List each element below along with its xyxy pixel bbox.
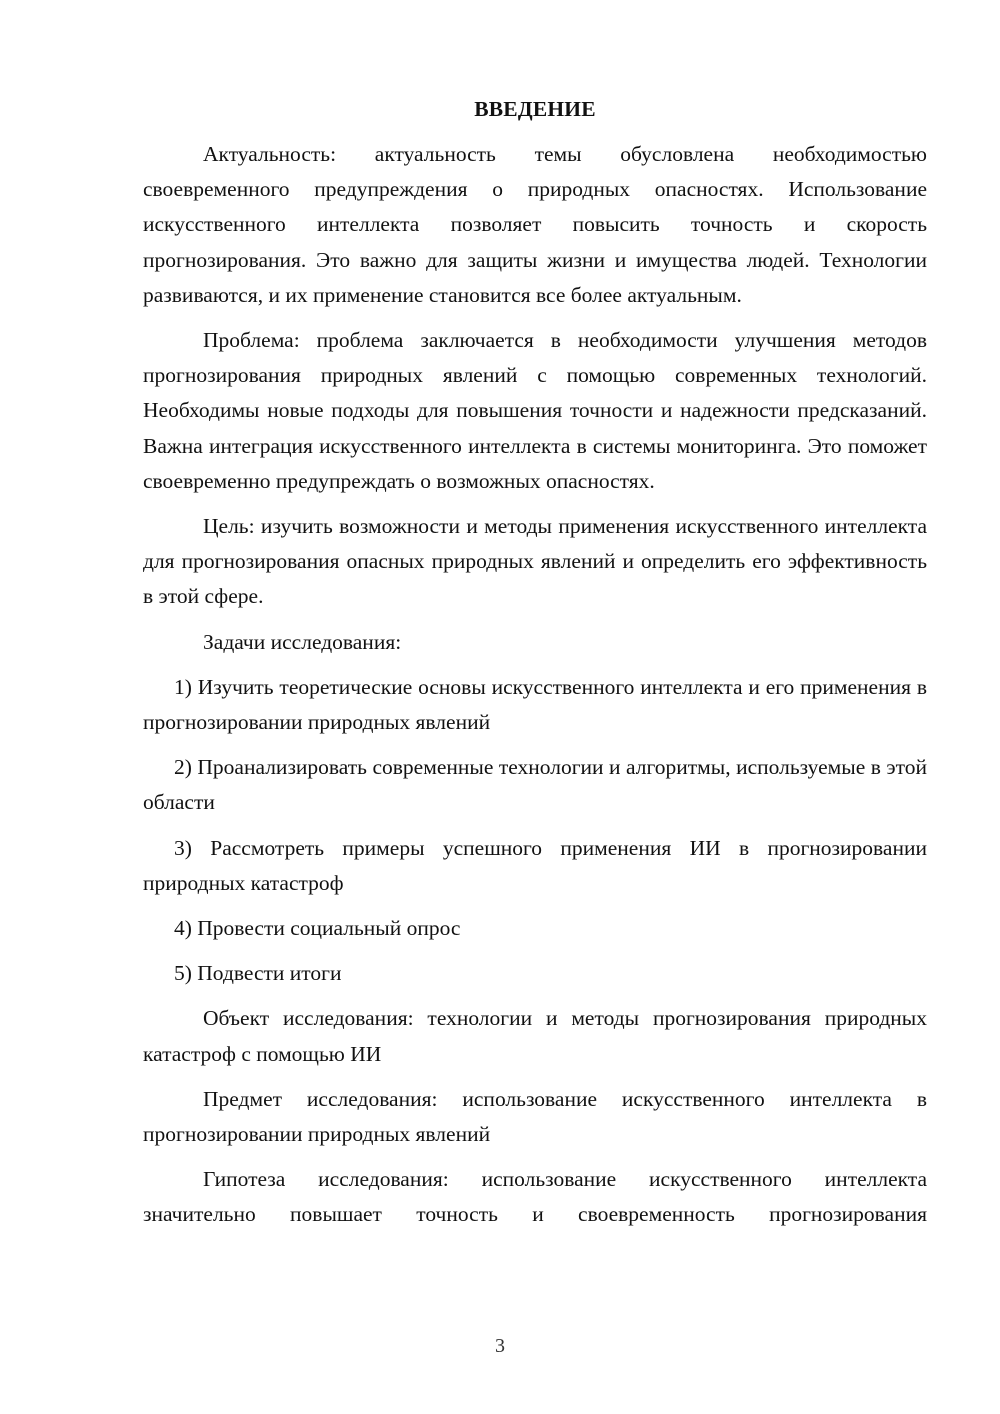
paragraph-goal: Цель: изучить возможности и методы применения искусственного интеллекта для прогнозирования опасных природных явлений и определить его эффективность в этой сфере. [143,514,927,609]
paragraph-tasks-heading: Задачи исследования: [203,629,402,654]
paragraph-problem: Проблема: проблема заключается в необходимости улучшения методов прогнозирования природных явлений с помощью современных технологий. Необходимы новые подходы для повышения точности и надежности предсказаний. Важна интеграция искусственного интеллекта в системы мониторинга. Это поможет своевременно предупреждать о возможных опасностях. [143,328,927,493]
paragraph-relevance: Актуальность: актуальность темы обусловлена необходимостью своевременного предупреждения о природных опасностях. Использование искусственного интеллекта позволяет повысить точность и скорость прогнозирования. Это важно для защиты жизни и имущества людей. Технологии развиваются, и их применение становится все более актуальным. [143,142,927,307]
task-item-3: 3) Рассмотреть примеры успешного применения ИИ в прогнозировании природных катастроф [143,835,927,895]
task-item-4: 4) Провести социальный опрос [174,916,461,941]
task-item-2: 2) Проанализировать современные технологии и алгоритмы, используемые в этой области [143,755,927,815]
paragraph-research-object: Объект исследования: технологии и методы прогнозирования природных катастроф с помощью ИИ [143,1006,927,1066]
page-content [143,92,927,1233]
paragraph-research-subject: Предмет исследования: использование искусственного интеллекта в прогнозировании природных явлений [143,1086,927,1147]
section-title: ВВЕДЕНИЕ [474,97,596,121]
paragraph-research-hypothesis: Гипотеза исследования: использование искусственного интеллекта значительно повышает точность и своевременность прогнозирования [143,1167,927,1227]
task-item-5: 5) Подвести итоги [174,961,342,986]
task-item-1: 1) Изучить теоретические основы искусственного интеллекта и его применения в прогнозировании природных явлений [143,674,927,735]
page-number: 3 [495,1335,505,1357]
